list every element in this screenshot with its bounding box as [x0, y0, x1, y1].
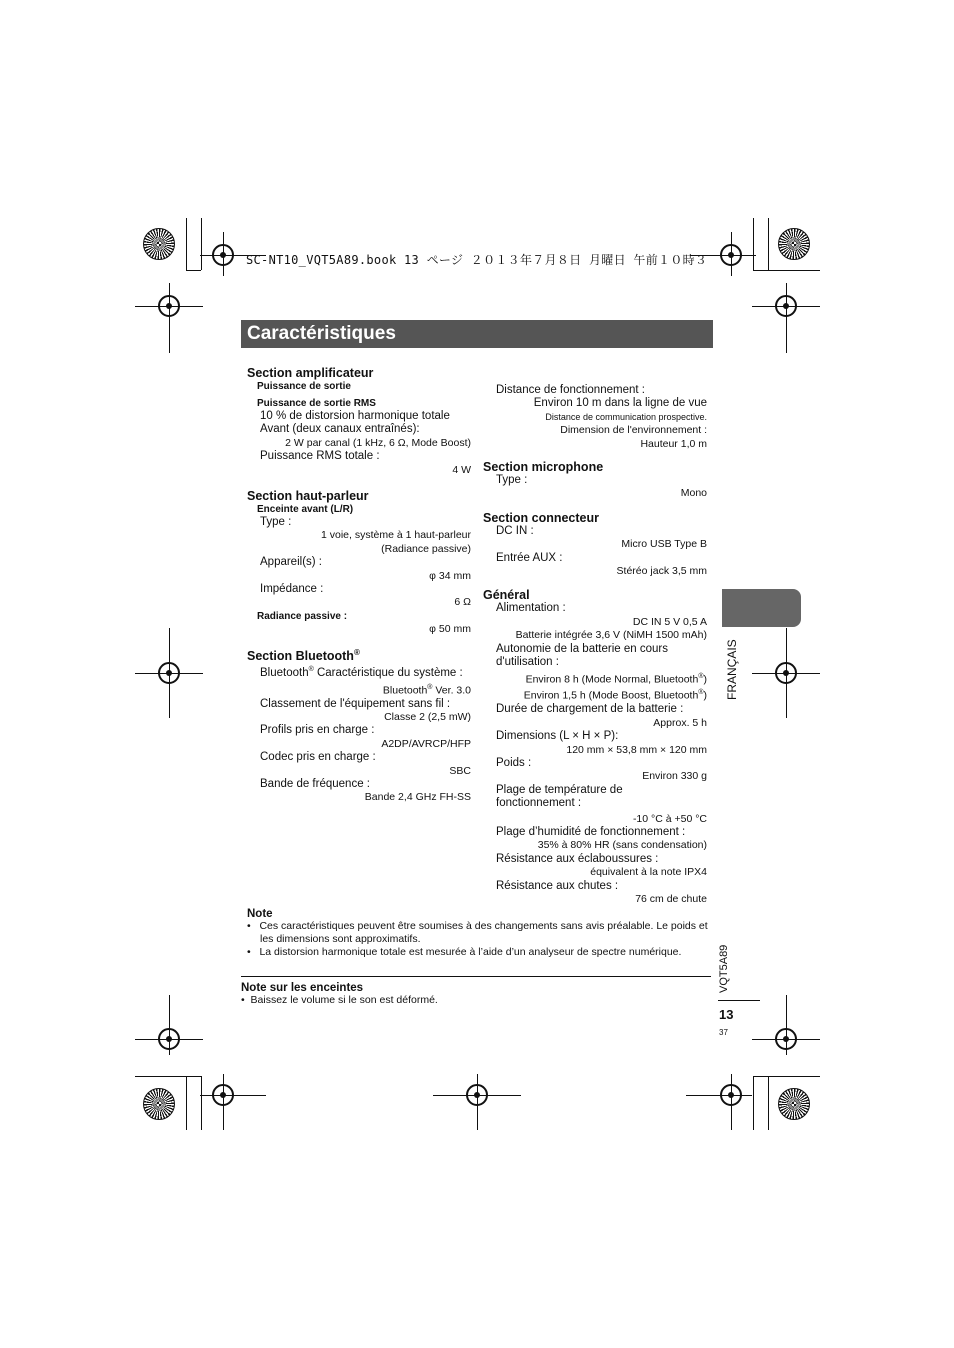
bt-sys-label: Bluetooth® Caractéristique du système :: [260, 666, 463, 680]
registration-star-top-right: [778, 228, 810, 260]
gen-heading: Général: [483, 588, 530, 603]
amp-sub1: Puissance de sortie: [257, 381, 351, 392]
registration-star-bottom-left: [143, 1088, 175, 1120]
env-label: Dimension de l'environnement :: [560, 424, 707, 437]
mic-heading: Section microphone: [483, 460, 604, 475]
gen-auto-val1: Environ 8 h (Mode Normal, Bluetooth®): [525, 672, 707, 685]
amp-val2: 4 W: [452, 463, 471, 476]
bt-sys-val: Bluetooth® Ver. 3.0: [382, 683, 471, 697]
conn-dc-val: Micro USB Type B: [621, 538, 707, 551]
speaker-unit-label: Appareil(s) :: [260, 556, 322, 569]
gen-temp-label2: fonctionnement :: [496, 797, 582, 810]
gen-charge-label: Durée de chargement de la batterie :: [496, 703, 684, 716]
bt-heading: Section Bluetooth®: [247, 648, 360, 664]
dist-val: Environ 10 m dans la ligne de vue: [533, 397, 707, 410]
speaker-unit-val: φ 34 mm: [429, 569, 471, 582]
note-bullet-1: • Ces caractéristiques peuvent être soumises à des changements sans avis préalable. Le poids et les dimensions sont approximatifs.: [247, 920, 708, 945]
speaker-sub2: Radiance passive :: [257, 610, 348, 622]
bt-codec-val: SBC: [449, 764, 471, 777]
left-column: [247, 366, 471, 805]
language-tab: [722, 589, 801, 627]
gen-charge-val: Approx. 5 h: [653, 716, 707, 729]
page-number: 13: [719, 1007, 734, 1022]
registration-star-top-left: [143, 228, 175, 260]
bt-codec-label: Codec pris en charge :: [260, 751, 376, 764]
registration-star-bottom-right: [778, 1088, 810, 1120]
amp-sub2: Puissance de sortie RMS: [257, 398, 376, 409]
gen-weight-val: Environ 330 g: [642, 770, 707, 783]
side-divider: [718, 1000, 760, 1001]
language-label: FRANÇAIS: [725, 639, 739, 700]
note-title: Note: [247, 908, 273, 920]
gen-auto-label2: d'utilisation :: [496, 656, 559, 669]
section-title-bar: [241, 320, 713, 348]
gen-splash-val: équivalent à la note IPX4: [590, 866, 707, 879]
note-divider: [241, 976, 711, 977]
gen-splash-label: Résistance aux éclaboussures :: [496, 852, 659, 865]
bt-band-val: Bande 2,4 GHz FH-SS: [364, 791, 471, 804]
amp-val1: 2 W par canal (1 kHz, 6 Ω, Mode Boost): [285, 436, 471, 449]
book-header: SC-NT10_VQT5A89.book 13 ページ ２０１３年７月８日 月曜日 午前１０時３: [246, 253, 708, 267]
conn-aux-val: Stéréo jack 3,5 mm: [616, 565, 707, 578]
gen-dim-val: 120 mm × 53,8 mm × 120 mm: [566, 743, 707, 756]
dist-note: Distance de communication prospective.: [545, 411, 707, 422]
amp-line2: Avant (deux canaux entraînés):: [260, 423, 420, 436]
speaker-type-val1: 1 voie, système à 1 haut-parleur: [321, 529, 471, 542]
bt-prof-val: A2DP/AVRCP/HFP: [381, 737, 471, 750]
gen-temp-val: -10 °C à +50 °C: [632, 812, 707, 825]
gen-hum-val: 35% à 80% HR (sans condensation): [537, 839, 707, 852]
amp-heading: Section amplificateur: [247, 366, 374, 380]
gen-auto-val2: Environ 1,5 h (Mode Boost, Bluetooth®): [523, 689, 707, 702]
speaker-rad-val: φ 50 mm: [429, 622, 471, 635]
bt-class-val: Classe 2 (2,5 mW): [384, 710, 471, 723]
mic-type-val: Mono: [680, 487, 707, 500]
speaker-sub1: Enceinte avant (L/R): [257, 504, 354, 516]
dist-label: Distance de fonctionnement :: [496, 384, 645, 396]
gen-auto-label1: Autonomie de la batterie en cours: [496, 642, 668, 655]
speaker-type-label: Type :: [260, 516, 292, 529]
gen-temp-label1: Plage de température de: [496, 783, 623, 796]
page-title: Caractéristiques: [247, 323, 396, 344]
small-page-number: 37: [719, 1028, 728, 1037]
amp-line1: 10 % de distorsion harmonique totale: [260, 410, 450, 422]
right-column: [483, 384, 707, 906]
gen-dim-label: Dimensions (L × H × P):: [496, 730, 619, 743]
speaker-imp-val: 6 Ω: [454, 596, 471, 609]
speaker-note-section: [241, 982, 711, 1007]
bt-class-label: Classement de l'équipement sans fil :: [260, 697, 451, 710]
mic-type-label: Type :: [496, 474, 528, 487]
bt-prof-label: Profils pris en charge :: [260, 724, 375, 737]
amp-line3: Puissance RMS totale :: [260, 450, 380, 463]
gen-power-val1: DC IN 5 V 0,5 A: [632, 615, 707, 628]
speaker-imp-label: Impédance :: [260, 583, 324, 596]
speaker-note-title: Note sur les enceintes: [241, 982, 364, 994]
gen-weight-label: Poids :: [496, 756, 532, 769]
gen-drop-val: 76 cm de chute: [635, 893, 707, 905]
model-number: VQT5A89: [718, 944, 730, 993]
note-bullet-2: • La distorsion harmonique totale est mesurée à l’aide d’un analyseur de spectre numérique.: [247, 946, 682, 958]
gen-hum-label: Plage d’humidité de fonctionnement :: [496, 825, 686, 838]
gen-power-val2: Batterie intégrée 3,6 V (NiMH 1500 mAh): [515, 629, 707, 642]
speaker-type-val2: (Radiance passive): [381, 542, 471, 555]
gen-power-label: Alimentation :: [496, 602, 566, 615]
speaker-heading: Section haut-parleur: [247, 489, 369, 504]
speaker-note-bullet-1: • Baissez le volume si le son est déformé.: [241, 994, 438, 1006]
conn-dc-label: DC IN :: [496, 524, 534, 537]
env-val: Hauteur 1,0 m: [640, 437, 707, 450]
conn-heading: Section connecteur: [483, 510, 599, 525]
gen-drop-label: Résistance aux chutes :: [496, 879, 619, 892]
conn-aux-label: Entrée AUX :: [496, 551, 563, 564]
bt-band-label: Bande de fréquence :: [260, 778, 370, 791]
note-section: [247, 908, 709, 959]
